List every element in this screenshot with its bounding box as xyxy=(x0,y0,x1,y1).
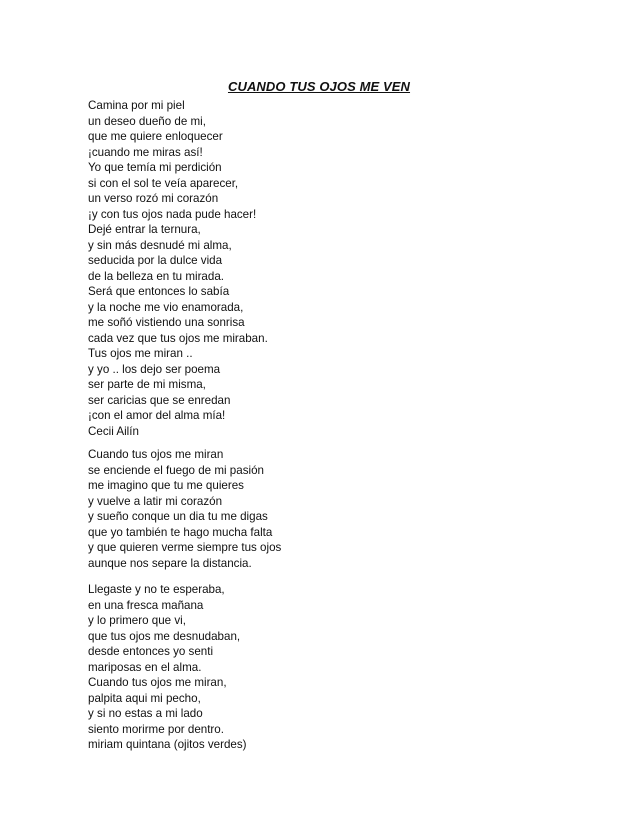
poem-line: que tus ojos me desnudaban, xyxy=(88,629,241,643)
poem-line: me imagino que tu me quieres xyxy=(88,479,244,492)
poem-line: ¡y con tus ojos nada pude hacer! xyxy=(88,207,257,221)
poem-line: Yo que temía mi perdición xyxy=(88,161,222,174)
poem-line: y sueño conque un dia tu me digas xyxy=(88,510,268,523)
poem-line: y la noche me vio enamorada, xyxy=(88,300,244,314)
poem-title: CUANDO TUS OJOS ME VEN xyxy=(227,79,411,94)
poem-line: Será que entonces lo sabía xyxy=(88,285,230,298)
poem-line: en una fresca mañana xyxy=(88,598,204,612)
poem-line: y yo .. los dejo ser poema xyxy=(88,362,221,376)
poem-line: que me quiere enloquecer xyxy=(88,130,223,143)
poem-line: cada vez que tus ojos me miraban. xyxy=(88,331,268,345)
poem-line: y vuelve a latir mi corazón xyxy=(88,494,223,508)
poem-line: Cuando tus ojos me miran xyxy=(88,448,224,461)
poem-line: aunque nos separe la distancia. xyxy=(88,556,252,570)
poem-line: Dejé entrar la ternura, xyxy=(88,223,201,236)
poem-line: un deseo dueño de mi, xyxy=(88,114,206,128)
poem-line: y lo primero que vi, xyxy=(88,614,186,627)
poem-line: Cuando tus ojos me miran, xyxy=(88,676,227,689)
poem-line: Camina por mi piel xyxy=(88,99,185,112)
poem-line: desde entonces yo senti xyxy=(88,645,214,658)
poem-line: ¡cuando me miras así! xyxy=(88,145,203,159)
poem-line: se enciende el fuego de mi pasión xyxy=(88,463,264,477)
poem-line: un verso rozó mi corazón xyxy=(88,192,219,205)
poem-line: y que quieren verme siempre tus ojos xyxy=(88,541,282,554)
poem-line: y sin más desnudé mi alma, xyxy=(88,238,232,252)
poem-line: siento morirme por dentro. xyxy=(88,722,224,736)
poem-line: me soñó vistiendo una sonrisa xyxy=(88,316,245,329)
poem-line: si con el sol te veía aparecer, xyxy=(88,176,239,190)
poem-stanza-2 xyxy=(88,447,528,571)
poem-line: mariposas en el alma. xyxy=(88,660,202,674)
poem-line: ser caricias que se enredan xyxy=(88,393,231,407)
author-signature: miriam quintana (ojitos verdes) xyxy=(88,738,247,751)
poem-line: y si no estas a mi lado xyxy=(88,707,203,720)
poem-line: ¡con el amor del alma mía! xyxy=(88,409,226,422)
poem-stanza-3 xyxy=(88,582,528,753)
poem-line: Tus ojos me miran .. xyxy=(88,347,193,360)
poem-line: Llegaste y no te esperaba, xyxy=(88,583,225,596)
poem-line: de la belleza en tu mirada. xyxy=(88,269,224,283)
author-signature: Cecii Ailín xyxy=(88,424,139,438)
poem-stanza-1 xyxy=(88,98,528,439)
poem-line: que yo también te hago mucha falta xyxy=(88,525,273,539)
poem-line: ser parte de mi misma, xyxy=(88,378,206,391)
poem-line: seducida por la dulce vida xyxy=(88,254,223,267)
poem-line: palpita aqui mi pecho, xyxy=(88,691,201,705)
